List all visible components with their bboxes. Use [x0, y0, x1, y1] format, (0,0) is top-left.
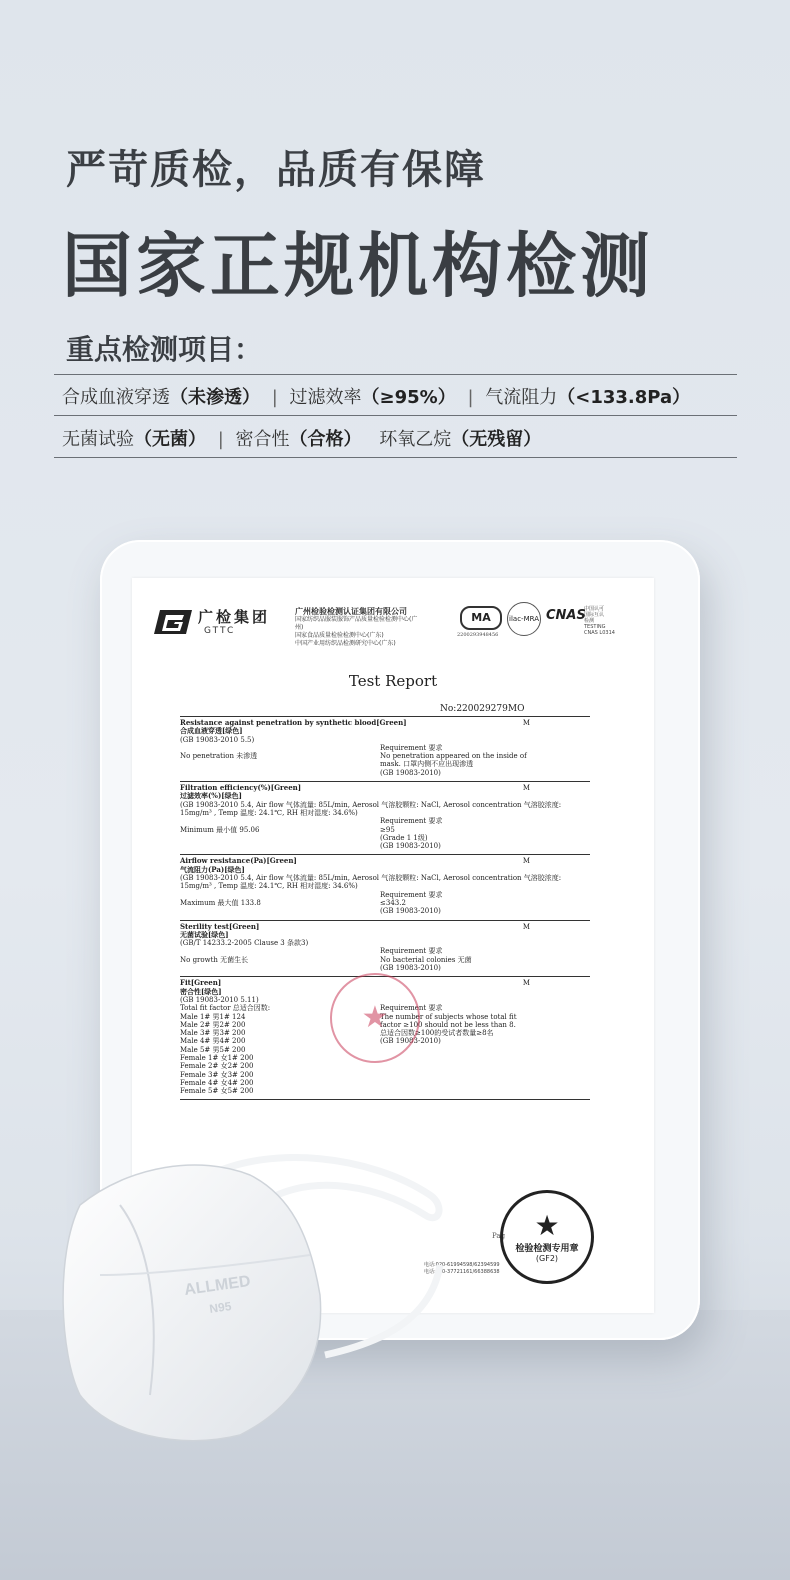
requirement [380, 947, 590, 972]
section-heading-cn: 气流阻力(Pa)[绿色] [180, 864, 245, 874]
requirement-line: (GB 19083-2010) [380, 1037, 441, 1046]
cnas-logo: CNAS [546, 608, 586, 623]
divider [54, 374, 737, 375]
report-section [180, 781, 590, 854]
separator: | [467, 387, 474, 408]
stamp-code: (GF2) [535, 1254, 559, 1263]
item-label: 密合性 [235, 429, 290, 450]
requirement-line: ≤343.2 [380, 898, 406, 907]
section-heading-cn: 过滤效率(%)[绿色] [180, 791, 242, 801]
section-heading-en: Fit[Green] [180, 978, 222, 988]
section-mark: M [522, 719, 530, 727]
page-label: Pag [492, 1232, 506, 1240]
item-result: （合格） [289, 429, 362, 450]
section-result [180, 947, 590, 972]
report-section [180, 854, 590, 919]
item-result: （无残留） [451, 429, 542, 450]
section-heading-en: Resistance against penetration by synthetic blood[Green] [180, 718, 407, 727]
result-value [180, 891, 380, 916]
report-number: No:220029279MO [440, 704, 525, 714]
item-result: （未渗透） [170, 387, 260, 408]
contact-line: 电话:020-61994598/62394599 [424, 1262, 500, 1268]
section-standard: (GB 19083-2010 5.11) [180, 995, 259, 1004]
result-line: Female 1# 女1# 200 [180, 1053, 254, 1062]
section-standard: (GB 19083-2010 5.4, Air flow 气体流量: 85L/min, Aerosol 气溶胶颗粒: NaCl, Aerosol concentration 气溶胶浓度: 15mg/m³ , Temp 温度: 24.1℃, RH 相对湿度: 34.6%) [180, 874, 562, 891]
headline-quality: 严苛质检，品质有保障 [66, 147, 486, 193]
divider [54, 457, 737, 458]
contact-line: 电话:020-37721161/66388638 [424, 1269, 500, 1275]
result-line: Female 3# 女3# 200 [180, 1070, 254, 1079]
item-label: 环氧乙烷 [379, 429, 452, 450]
requirement [380, 817, 590, 850]
result-line: No penetration 未渗透 [180, 752, 258, 761]
requirement-line: ≥95 [380, 825, 395, 834]
divider [54, 415, 737, 416]
result-line: Male 4# 男4# 200 [180, 1037, 246, 1046]
result-line: Male 2# 男2# 200 [180, 1020, 246, 1029]
cnas-line: 国际互认 [584, 612, 605, 618]
spacer [180, 1095, 590, 1099]
requirement-line: Requirement 要求 [380, 743, 443, 752]
test-items-row-1 [62, 383, 690, 409]
requirement-line: Requirement 要求 [380, 890, 443, 899]
separator: | [217, 429, 224, 450]
gttc-logo-icon [154, 608, 192, 636]
headline-national-testing: 国家正规机构检测 [62, 225, 654, 307]
report-end-rule [180, 1099, 590, 1100]
requirement-line: (GB 19083-2010) [380, 964, 441, 973]
section-heading-cn: 密合性[绿色] [180, 986, 222, 996]
result-value [180, 947, 380, 972]
mask-brand: ALLMED [183, 1272, 252, 1299]
cnas-line: CNAS L0314 [584, 630, 615, 636]
section-mark: M [522, 979, 530, 988]
result-value [180, 744, 380, 777]
section-result [180, 891, 590, 916]
section-heading-en: Airflow resistance(Pa)[Green] [180, 856, 297, 866]
requirement-line: (GB 19083-2010) [380, 907, 441, 916]
section-heading-en: Sterility test[Green] [180, 921, 260, 931]
cma-number: 2200293948456 [457, 632, 499, 638]
organization-info [295, 608, 425, 648]
test-items-title: 重点检测项目： [66, 333, 263, 366]
requirement-line: (GB 19083-2010) [380, 768, 441, 777]
result-value [180, 817, 380, 850]
result-line: Minimum 最小值 95.06 [180, 825, 260, 834]
item-result: （无菌） [134, 429, 206, 450]
mask-model: N95 [208, 1299, 233, 1316]
logo-chinese-name: 广检集团 [198, 608, 271, 626]
item-result: （<133.8Pa） [557, 387, 691, 408]
section-mark: M [522, 922, 530, 931]
result-line: No growth 无菌生长 [180, 955, 249, 964]
item-label: 过滤效率 [289, 387, 362, 408]
result-line: Male 1# 男1# 124 [180, 1012, 246, 1021]
result-line: Maximum 最大值 133.8 [180, 898, 261, 907]
org-sub: 国家食品质量检验检测中心(广东) [295, 632, 384, 639]
section-result [180, 817, 590, 850]
cnas-line: 检测 [584, 618, 595, 624]
requirement [380, 891, 590, 916]
section-result [180, 744, 590, 777]
section-heading-cn: 无菌试验[绿色] [180, 929, 229, 939]
item-label: 气流阻力 [485, 387, 558, 408]
report-title: Test Report [348, 672, 438, 690]
requirement [380, 744, 590, 777]
cnas-side-text [584, 606, 615, 636]
cnas-line: TESTING [584, 624, 606, 630]
item-label: 合成血液穿透 [62, 387, 170, 408]
section-heading-en: Filtration efficiency(%)[Green] [180, 783, 302, 793]
test-items-row-2 [62, 425, 541, 451]
inspection-seal-stamp [500, 1190, 594, 1284]
logo-english-name: GTTC [204, 626, 236, 636]
section-standard: (GB/T 14233.2-2005 Clause 3 条款3) [180, 939, 309, 948]
section-standard: (GB 19083-2010 5.4, Air flow 气体流量: 85L/min, Aerosol 气溶胶颗粒: NaCl, Aerosol concentration 气溶胶浓度: 15mg/m³ , Temp 温度: 24.1℃, RH 相对湿度: 34.6%) [180, 800, 562, 817]
org-sub: 国家纺织品服装服饰产品质量检验检测中心(广州) [295, 616, 418, 631]
result-line: Male 5# 男5# 200 [180, 1045, 246, 1054]
requirement-line: Requirement 要求 [380, 947, 443, 956]
result-line: Female 5# 女5# 200 [180, 1087, 254, 1096]
requirement-line: No bacterial colonies 无菌 [380, 955, 472, 964]
section-mark: M [522, 784, 530, 793]
red-seal-stamp: ★ [330, 973, 420, 1063]
item-label: 无菌试验 [62, 429, 134, 450]
result-line: Female 4# 女4# 200 [180, 1078, 254, 1087]
stamp-text: 检验检测专用章 [515, 1244, 579, 1254]
requirement-line: The number of subjects whose total fit [380, 1012, 517, 1021]
star-icon: ★ [534, 1209, 560, 1242]
ilac-mra-icon: ilac-MRA [507, 602, 541, 636]
org-name: 广州检验检测认证集团有限公司 [295, 607, 407, 616]
separator: | [271, 387, 278, 408]
requirement-line: 总适合因数≥100的受试者数量≥8名 [380, 1029, 494, 1038]
requirement-line: mask. 口罩内侧不应出现渗透 [380, 760, 474, 769]
org-sub: 中国产业用纺织品检测研究中心(广东) [295, 640, 396, 647]
n95-mask-image [40, 1145, 480, 1455]
cma-mark-icon: MA [460, 606, 502, 630]
requirement-line: (Grade 1 1级) [380, 833, 428, 842]
requirement-line: Requirement 要求 [380, 817, 443, 826]
item-result: （≥95%） [361, 387, 456, 408]
section-heading-cn: 合成血液穿透[绿色] [180, 726, 243, 736]
result-line: Total fit factor 总适合因数: [180, 1004, 271, 1013]
result-line: Male 3# 男3# 200 [180, 1029, 246, 1038]
requirement-line: Requirement 要求 [380, 1004, 443, 1013]
requirement-line: factor ≥100 should not be less than 8. [380, 1020, 516, 1029]
section-mark: M [522, 857, 530, 866]
section-standard: (GB 19083-2010 5.5) [180, 735, 255, 744]
report-section [180, 716, 590, 781]
requirement-line: (GB 19083-2010) [380, 842, 441, 851]
requirement-line: No penetration appeared on the inside of [380, 752, 527, 761]
cnas-line: 中国认可 [584, 606, 605, 612]
result-line: Female 2# 女2# 200 [180, 1062, 254, 1071]
report-section [180, 920, 590, 977]
